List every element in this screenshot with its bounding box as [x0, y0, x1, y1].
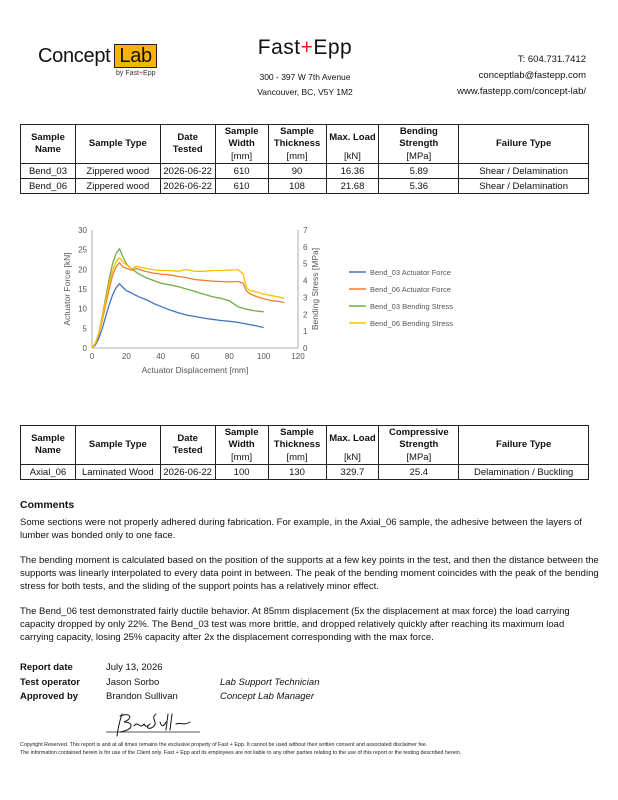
- series-line-3: [92, 249, 264, 348]
- bending-chart: [46, 218, 498, 388]
- comment-paragraph: The Bend_06 test demonstrated fairly ductile behavior. At 85mm displacement (5x the displacement at max force) the load carrying capacity dropped by only 22%. The Bend_03 test was more brittle, and dropped relatively quickly after reaching its maximum load carrying capacity, losing 25% capacity after 2x the displacement corresponding with the max force.: [20, 606, 570, 643]
- approved-by-label: Approved by: [20, 691, 79, 702]
- x-tick-label: 40: [156, 352, 166, 361]
- logo-word: Concept: [38, 44, 111, 67]
- cell-date: 2026-06-22: [160, 179, 215, 194]
- y2-tick-label: 1: [303, 327, 308, 337]
- header-sample-thickness: Sample Thickness: [268, 426, 326, 452]
- cell-max-load: 16.36: [326, 164, 379, 179]
- y2-axis-label: Bending Stress [MPa]: [310, 247, 320, 331]
- cell-sample-name: Bend_06: [21, 179, 76, 194]
- y2-tick-label: 0: [303, 344, 308, 353]
- comment-paragraph: The bending moment is calculated based on the position of the supports at a few key points in the test, and then the distance between the supports was linearly interpolated to every data point in between. The peak of the bending moment coincides with the peak of the bending stress for both tests, and the sliding of the support points has a relatively minor effect.: [20, 555, 599, 592]
- logo-subtitle: by Fast+Epp: [116, 70, 156, 77]
- unit-width: [mm]: [215, 151, 268, 164]
- series-line-4: [92, 258, 284, 348]
- approved-by-name: Brandon Sullivan: [106, 691, 178, 702]
- cell-sample-type: Laminated Wood: [75, 465, 160, 480]
- cell-failure: Shear / Delamination: [459, 164, 589, 179]
- y-tick-label: 5: [82, 324, 87, 334]
- unit-width: [mm]: [215, 452, 268, 465]
- test-operator-label: Test operator: [20, 676, 81, 688]
- header-sample-name: Sample Name: [21, 125, 76, 164]
- logo-lab-box: Lab: [114, 44, 156, 68]
- cell-failure: Shear / Delamination: [459, 179, 589, 194]
- header-sample-width: Sample Width: [215, 426, 268, 452]
- cell-width: 100: [215, 465, 268, 480]
- concept-lab-logo: [38, 44, 157, 77]
- company-header: [220, 36, 390, 100]
- cell-thickness: 90: [268, 164, 326, 179]
- header-failure-type: Failure Type: [459, 426, 589, 465]
- cell-sample-type: Zippered wood: [75, 179, 160, 194]
- header-date-tested: Date Tested: [160, 426, 215, 465]
- brand-name: Fast+Epp: [257, 36, 353, 59]
- table-row: [21, 164, 589, 179]
- table-header-row: [21, 125, 589, 151]
- x-tick-label: 100: [256, 352, 271, 361]
- header-date-tested: Date Tested: [160, 125, 215, 164]
- y-tick-label: 0: [82, 344, 87, 353]
- y2-tick-label: 4: [303, 276, 308, 286]
- cell-width: 610: [215, 164, 268, 179]
- comments-title: Comments: [20, 499, 75, 511]
- unit-thickness: [mm]: [268, 452, 326, 465]
- y2-tick-label: 6: [303, 242, 308, 252]
- approved-by-role: Concept Lab Manager: [220, 691, 315, 702]
- cell-strength: 25.4: [379, 465, 459, 480]
- cell-width: 610: [215, 179, 268, 194]
- y2-tick-label: 5: [303, 259, 308, 269]
- y-tick-label: 15: [78, 285, 87, 294]
- company-address: 300 - 397 W 7th Avenue Vancouver, BC, V5Y 1M2: [257, 72, 353, 97]
- header-sample-name: Sample Name: [21, 426, 76, 465]
- cell-thickness: 108: [268, 179, 326, 194]
- signature-image: [100, 708, 220, 740]
- footer-disclaimer: [20, 741, 610, 757]
- y-axis-label: Actuator Force [kN]: [62, 252, 72, 326]
- table-header-row: [21, 426, 589, 452]
- y-tick-label: 10: [78, 304, 87, 314]
- header-sample-type: Sample Type: [75, 426, 160, 465]
- cell-sample-type: Zippered wood: [75, 164, 160, 179]
- email-link[interactable]: conceptlab@fastepp.com: [478, 70, 586, 81]
- series-line-1: [92, 284, 264, 348]
- unit-load: [kN]: [326, 452, 379, 465]
- table-row: [21, 465, 589, 480]
- cell-date: 2026-06-22: [160, 465, 215, 480]
- comments-section: [20, 499, 600, 656]
- x-tick-label: 0: [89, 352, 95, 361]
- cell-sample-name: Bend_03: [21, 164, 76, 179]
- x-tick-label: 120: [291, 352, 305, 361]
- header-sample-thickness: Sample Thickness: [268, 125, 326, 151]
- cell-thickness: 130: [268, 465, 326, 480]
- legend-entry: Bend_06 Actuator Force: [370, 285, 451, 294]
- cell-max-load: 329.7: [326, 465, 379, 480]
- contact-info: [457, 52, 586, 100]
- website-link[interactable]: www.fastepp.com/concept-lab/: [457, 86, 586, 97]
- report-date-value: July 13, 2026: [106, 662, 163, 673]
- y-tick-label: 20: [78, 265, 87, 275]
- y2-tick-label: 7: [303, 226, 308, 235]
- legend-entry: Bend_03 Actuator Force: [370, 268, 451, 277]
- legend-entry: Bend_03 Bending Stress: [370, 302, 453, 311]
- header-failure-type: Failure Type: [459, 125, 589, 164]
- report-date-label: Report date: [20, 662, 73, 673]
- x-tick-label: 80: [224, 352, 234, 361]
- header-compressive-strength: Compressive Strength: [379, 426, 459, 452]
- bending-results-table: [20, 124, 589, 194]
- comment-paragraph: Some sections were not properly adhered during fabrication. For example, in the Axial_06 sample, the adhesive between the layers of lumber was bonded only to one face.: [20, 517, 582, 541]
- series-line-2: [92, 263, 284, 348]
- cell-failure: Delamination / Buckling: [459, 465, 589, 480]
- phone: T: 604.731.7412: [517, 54, 586, 65]
- test-operator-role: Lab Support Technician: [220, 676, 320, 688]
- y-tick-label: 30: [78, 226, 87, 235]
- y2-tick-label: 3: [303, 293, 308, 303]
- footer-line: The information contained herein is for use of the Client only. Fast + Epp and its employees are not liable to any other parties relating to the use of this report or the testing described herein.: [20, 750, 462, 756]
- axial-results-table: [20, 425, 589, 480]
- x-tick-label: 60: [190, 352, 200, 361]
- unit-load: [kN]: [326, 151, 379, 164]
- header-max-load: Max. Load: [326, 125, 379, 151]
- unit-strength: [MPa]: [379, 151, 459, 164]
- cell-max-load: 21.68: [326, 179, 379, 194]
- header-bending-strength: Bending Strength: [379, 125, 459, 151]
- header-max-load: Max. Load: [326, 426, 379, 452]
- footer-line: Copyright Reserved. This report is and at all times remains the exclusive property of Fast + Epp. It cannot be used without their written consent and associated disclaimer fee.: [20, 742, 428, 748]
- x-tick-label: 20: [121, 352, 131, 361]
- x-axis-label: Actuator Displacement [mm]: [141, 365, 249, 375]
- unit-thickness: [mm]: [268, 151, 326, 164]
- y2-tick-label: 2: [303, 310, 308, 320]
- table-row: [21, 179, 589, 194]
- y-tick-label: 25: [78, 245, 87, 255]
- header-sample-width: Sample Width: [215, 125, 268, 151]
- cell-strength: 5.89: [379, 164, 459, 179]
- unit-strength: [MPa]: [379, 452, 459, 465]
- cell-sample-name: Axial_06: [21, 465, 76, 480]
- header-sample-type: Sample Type: [75, 125, 160, 164]
- cell-strength: 5.36: [379, 179, 459, 194]
- legend-entry: Bend_06 Bending Stress: [370, 319, 453, 328]
- test-operator-name: Jason Sorbo: [106, 676, 160, 688]
- cell-date: 2026-06-22: [160, 164, 215, 179]
